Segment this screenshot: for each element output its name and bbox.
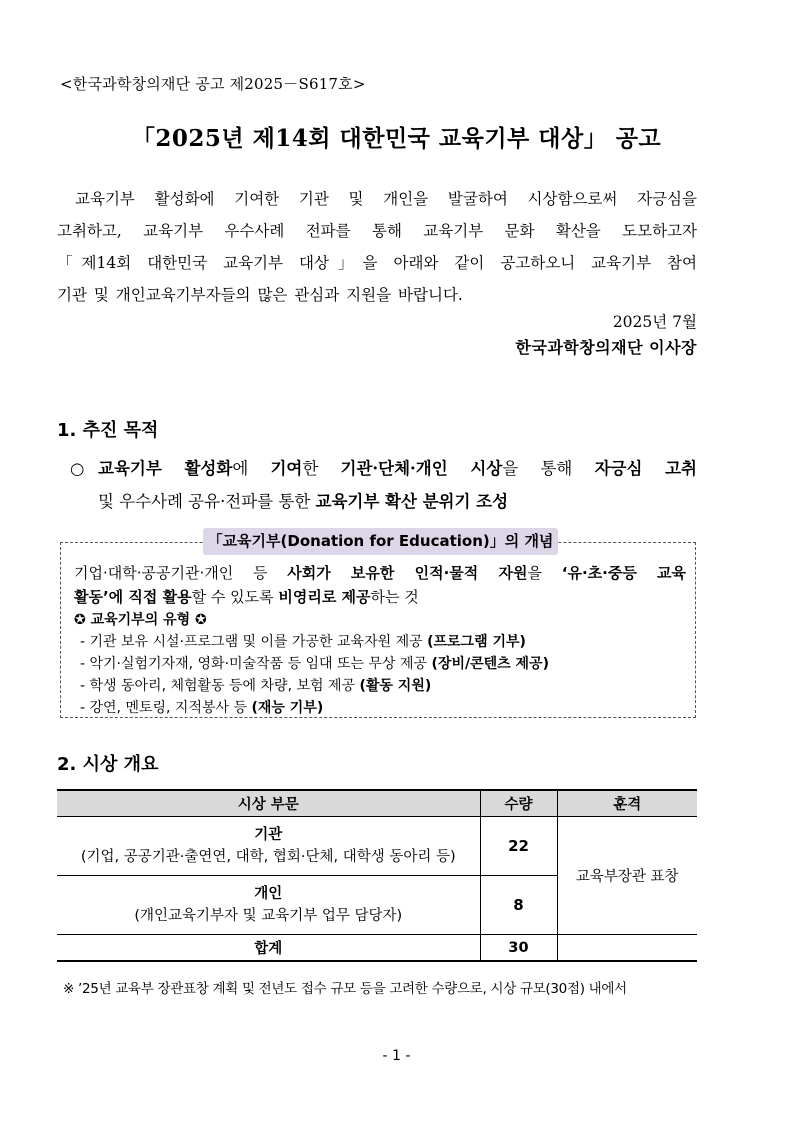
total-label: 합계 [57, 935, 480, 962]
emphasis-text: 비영리로 제공 [278, 588, 371, 606]
intro-line: 기관 및 개인교육기부자들의 많은 관심과 지원을 바랍니다. [57, 286, 463, 304]
text-run: - 강연, 멘토링, 지적봉사 등 [80, 700, 252, 716]
emphasis-text: (활동 지원) [359, 678, 432, 694]
emphasis-text: ‘유·초·중등 교육 [561, 564, 687, 582]
document-title: 「2025년 제14회 대한민국 교육기부 대상」 공고 [131, 125, 662, 152]
concept-definition [74, 561, 686, 609]
type-item [74, 631, 686, 653]
type-item [74, 653, 686, 675]
emphasis-text: 사회가 보유한 인적·물적 자원 [287, 564, 528, 582]
emphasis-text: 자긍심 고취 [594, 459, 697, 478]
signer: 한국과학창의재단 이사장 [515, 338, 697, 357]
section-heading-purpose: 1. 추진 목적 [57, 420, 159, 441]
quantity-cell: 22 [480, 817, 557, 876]
emphasis-text: (프로그램 기부) [427, 634, 526, 650]
category-desc: (기업, 공공기관·출연연, 대학, 협회·단체, 대학생 동아리 등) [80, 849, 456, 865]
type-item [74, 697, 686, 719]
types-heading: ✪ 교육기부의 유형 ✪ [74, 612, 207, 628]
emphasis-text: 기관·단체·개인 시상 [340, 459, 503, 478]
text-run: 할 수 있도록 [191, 588, 279, 606]
text-run: 한 [302, 459, 341, 478]
bullet-icon: ○ [70, 459, 85, 478]
text-run: 을 [527, 564, 562, 582]
category-cell [57, 876, 480, 935]
notice-date: 2025년 7월 [612, 313, 697, 331]
intro-line: 고취하고, 교육기부 우수사례 전파를 통해 교육기부 문화 확산을 도모하고자 [57, 222, 697, 240]
table-row [57, 817, 697, 876]
purpose-item [70, 452, 697, 518]
purpose-line-1 [98, 459, 697, 478]
intro-line: 「제14회 대한민국 교육기부 대상」을 아래와 같이 공고하오니 교육기부 참여 [57, 254, 697, 272]
emphasis-text: 기여 [270, 459, 303, 478]
text-run: - 학생 동아리, 체험활동 등에 차량, 보험 제공 [80, 678, 360, 694]
emphasis-text: 교육기부 확산 분위기 조성 [315, 492, 509, 511]
table-header-row [57, 790, 697, 817]
text-run: - 악기·실험기자재, 영화·미술작품 등 임대 또는 무상 제공 [80, 656, 432, 672]
table-note: ※ ’25년 교육부 장관표창 계획 및 전년도 접수 규모 등을 고려한 수량으로, 시상 규모(30점) 내에서 [63, 981, 627, 997]
total-award-empty [557, 935, 697, 962]
header-award: 훈격 [557, 790, 697, 817]
award-table [57, 789, 697, 962]
emphasis-text: (재능 기부) [251, 700, 324, 716]
concept-definition-line [74, 561, 686, 585]
category-cell [57, 817, 480, 876]
header-category: 시상 부문 [57, 790, 480, 817]
text-run: 하는 것 [370, 588, 419, 606]
intro-line: 교육기부 활성화에 기여한 기관 및 개인을 발굴하여 시상함으로써 자긍심을 [75, 190, 697, 208]
text-run: 에 [232, 459, 271, 478]
intro-paragraph [57, 183, 697, 311]
award-cell: 교육부장관 표창 [557, 817, 697, 935]
quantity-cell: 8 [480, 876, 557, 935]
table-total-row [57, 935, 697, 962]
total-quantity: 30 [480, 935, 557, 962]
emphasis-text: 교육기부 활성화 [98, 459, 233, 478]
category-desc: (개인교육기부자 및 교육기부 업무 담당자) [134, 908, 403, 924]
text-run: 및 우수사례 공유·전파를 통한 [98, 492, 316, 511]
concept-definition-line [74, 585, 686, 609]
text-run: 기업·대학·공공기관·개인 등 [74, 564, 288, 582]
type-item [74, 675, 686, 697]
category-name: 기관 [254, 827, 283, 843]
text-run: - 기관 보유 시설·프로그램 및 이를 가공한 교육자원 제공 [80, 634, 428, 650]
page-number: - 1 - [382, 1048, 411, 1064]
section-heading-overview: 2. 시상 개요 [57, 754, 159, 775]
text-run: 을 통해 [502, 459, 595, 478]
category-name: 개인 [254, 886, 283, 902]
concept-body [74, 561, 686, 719]
notice-number: <한국과학창의재단 공고 제2025－S617호> [60, 75, 366, 93]
header-quantity: 수량 [480, 790, 557, 817]
purpose-line-2 [70, 485, 697, 518]
emphasis-text: 활동’에 직접 활용 [74, 588, 192, 606]
concept-label: 「교육기부(Donation for Education)」의 개념 [203, 528, 558, 555]
emphasis-text: (장비/콘텐츠 제공) [431, 656, 549, 672]
